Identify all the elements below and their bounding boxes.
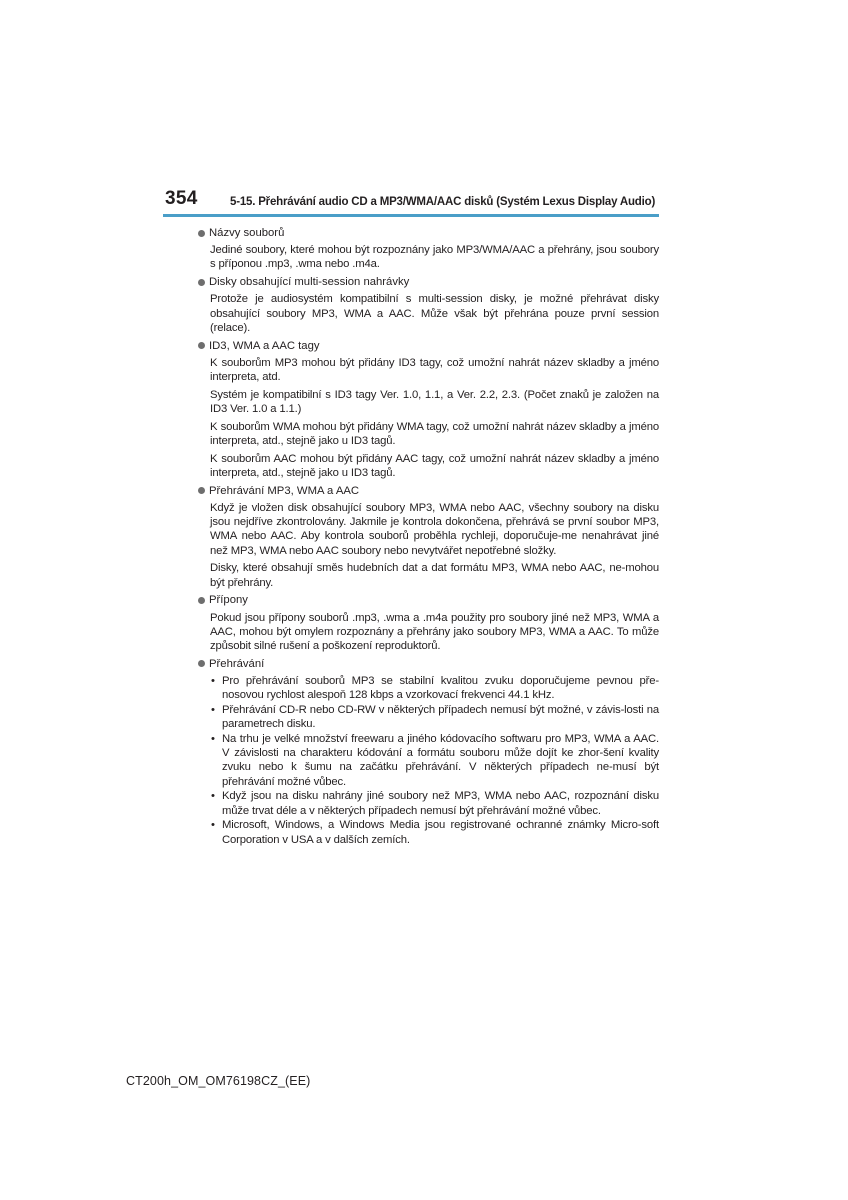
- paragraph: K souborům MP3 mohou být přidány ID3 tagy, což umožní nahrát název skladby a jméno interpreta, atd.: [210, 356, 659, 384]
- list-marker: •: [211, 790, 215, 803]
- section-heading: [196, 484, 659, 498]
- list-item: [210, 818, 659, 846]
- bullet-icon: [198, 660, 205, 667]
- list-item-text: Přehrávání CD-R nebo CD-RW v některých případech nemusí být možné, v závis-losti na parametrech disku.: [222, 704, 659, 731]
- header-rule: [163, 214, 659, 217]
- section-heading-text: Disky obsahující multi-session nahrávky: [209, 276, 410, 289]
- section-heading: [196, 339, 659, 353]
- bullet-icon: [198, 230, 205, 237]
- list-marker: •: [211, 675, 215, 688]
- paragraph: Systém je kompatibilní s ID3 tagy Ver. 1.0, 1.1, a Ver. 2.2, 2.3. (Počet znaků je založen na ID3 Ver. 1.0 a 1.1.): [210, 388, 659, 416]
- bullet-icon: [198, 487, 205, 494]
- chapter-title: 5-15. Přehrávání audio CD a MP3/WMA/AAC disků (Systém Lexus Display Audio): [230, 196, 656, 208]
- list-item-text: Microsoft, Windows, a Windows Media jsou registrované ochranné známky Micro-soft Corporation v USA a v dalších zemích.: [222, 819, 659, 846]
- list-marker: •: [211, 733, 215, 746]
- section-playback-mp3: [196, 484, 659, 590]
- section-heading-text: ID3, WMA a AAC tagy: [209, 339, 320, 352]
- list-item: [210, 674, 659, 702]
- list-item-text: Na trhu je velké množství freewaru a jiného kódovacího softwaru pro MP3, WMA a AAC. V závislosti na charakteru kódování a formátu souboru může dojít ke zhor-šení kvality zvuku nebo k šumu na začátku přehrávání. V některých případech ne-musí být přehrávání možné vůbec.: [222, 733, 659, 788]
- section-playback: [196, 657, 659, 847]
- document-code: CT200h_OM_OM76198CZ_(EE): [126, 1074, 311, 1088]
- paragraph: Protože je audiosystém kompatibilní s multi-session disky, je možné přehrávat disky obsahující soubory MP3, WMA a AAC. Může však být přehrána pouze první session (relace).: [210, 293, 659, 334]
- section-file-names: [196, 226, 659, 272]
- paragraph: Disky, které obsahují směs hudebních dat a dat formátu MP3, WMA nebo AAC, ne-mohou být přehrány.: [210, 562, 659, 589]
- section-heading-text: Přehrávání MP3, WMA a AAC: [209, 484, 360, 497]
- section-heading-text: Přípony: [209, 594, 248, 607]
- list-marker: •: [211, 704, 215, 717]
- paragraph: Jediné soubory, které mohou být rozpoznány jako MP3/WMA/AAC a přehrány, jsou soubory s příponou .mp3, .wma nebo .m4a.: [210, 244, 659, 271]
- page-header: [0, 0, 848, 222]
- section-heading: [196, 593, 659, 607]
- list-item-text: Když jsou na disku nahrány jiné soubory než MP3, WMA nebo AAC, rozpoznání disku může trvat déle a v některých případech nemusí být přehrávání možné vůbec.: [222, 790, 659, 817]
- paragraph: K souborům WMA mohou být přidány WMA tagy, což umožní nahrát název skladby a jméno interpreta, atd., stejně jako u ID3 tagů.: [210, 420, 659, 448]
- playback-list: [210, 674, 659, 847]
- list-item: [210, 789, 659, 817]
- bullet-icon: [198, 279, 205, 286]
- list-marker: •: [211, 819, 215, 832]
- section-heading: [196, 657, 659, 671]
- section-heading-text: Přehrávání: [209, 657, 265, 670]
- bullet-icon: [198, 342, 205, 349]
- list-item-text: Pro přehrávání souborů MP3 se stabilní kvalitou zvuku doporučujeme pevnou pře-nosovou rychlost alespoň 128 kbps a vzorkovací frekvenci 44.1 kHz.: [222, 675, 659, 702]
- paragraph: Když je vložen disk obsahující soubory MP3, WMA nebo AAC, všechny soubory na disku jsou nejdříve zkontrolovány. Jakmile je kontrola dokončena, přehrává se první soubor MP3, WMA nebo AAC. Aby kontrola souborů proběhla rychleji, doporučuje-me nenahrávat jiné než MP3, WMA nebo AAC soubory nebo nevytvářet nepotřebné složky.: [210, 502, 659, 557]
- bullet-icon: [198, 597, 205, 604]
- paragraph: K souborům AAC mohou být přidány AAC tagy, což umožní nahrát název skladby a jméno interpreta, atd., stejně jako u ID3 tagů.: [210, 452, 659, 480]
- section-extensions: [196, 593, 659, 653]
- section-heading: [196, 226, 659, 240]
- section-multisession: [196, 275, 659, 335]
- section-heading-text: Názvy souborů: [209, 227, 285, 239]
- paragraph: Pokud jsou přípony souborů .mp3, .wma a .m4a použity pro soubory jiné než MP3, WMA a AAC, mohou být omylem rozpoznány a přehrány jako soubory MP3, WMA a AAC. To může způsobit silné rušení a poškození reproduktorů.: [210, 611, 659, 653]
- section-id3-tags: [196, 339, 659, 481]
- list-item: [210, 703, 659, 731]
- section-heading: [196, 275, 659, 289]
- page-content: [196, 226, 659, 847]
- page-number: 354: [165, 188, 198, 209]
- list-item: [210, 732, 659, 789]
